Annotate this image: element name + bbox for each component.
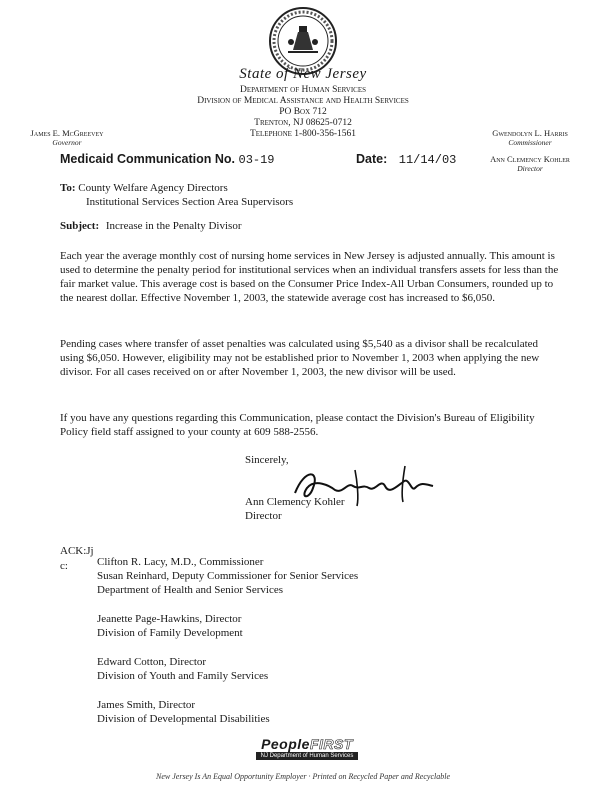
date-value: 11/14/03: [398, 153, 457, 167]
body-paragraph-2: Pending cases where transfer of asset penalties was calculated using $5,540 as a divisor shall be recalculated using $6,050. However, eligibility may not be established prior to November 1, 2003 when applying the new divisor. For all cases received on or after November 1, 2003, the new divisor will be used.: [60, 338, 540, 378]
footer-eoe: New Jersey Is An Equal Opportunity Employer · Printed on Recycled Paper and Recyclable: [156, 772, 450, 781]
communication-label: Medicaid Communication No.: [60, 152, 236, 166]
cc-line: James Smith, Director: [97, 699, 196, 711]
cc-line: Clifton R. Lacy, M.D., Commissioner: [97, 556, 264, 568]
cc-line: Edward Cotton, Director: [97, 656, 207, 668]
body-paragraph-3: If you have any questions regarding this Communication, please contact the Division's Bureau of Eligibility Policy field staff assigned to your county at 609 588-2556.: [60, 412, 535, 438]
director-name: Ann Clemency Kohler: [490, 154, 570, 164]
cc-group-4: [97, 698, 270, 726]
ack-initials: ACK:Jj: [60, 545, 94, 557]
communication-number: 03-19: [238, 153, 275, 167]
subject-text: Increase in the Penalty Divisor: [105, 220, 242, 232]
cc-line: Division of Youth and Family Services: [97, 670, 269, 682]
cc-line: Division of Developmental Disabilities: [97, 713, 270, 725]
commissioner-title: Commissioner: [508, 138, 552, 147]
po-box: PO Box 712: [279, 107, 327, 117]
recipients: [60, 181, 293, 209]
director-block: [470, 154, 590, 173]
logo-people: People: [261, 736, 310, 752]
cc-group-2: [97, 612, 243, 640]
division-name: Division of Medical Assistance and Health Services: [197, 96, 409, 106]
date-label: Date:: [356, 152, 388, 166]
closing: Sincerely,: [245, 454, 289, 466]
signer-name: Ann Clemency Kohler: [245, 496, 345, 508]
commissioner-block: [470, 128, 590, 147]
recipient-line-2: Institutional Services Section Area Supervisors: [86, 196, 294, 208]
people-first-logo: [256, 737, 358, 763]
handwritten-signature: [285, 458, 445, 513]
signer-title: Director: [245, 510, 282, 522]
cc-line: Division of Family Development: [97, 627, 243, 639]
governor-block: [12, 128, 122, 147]
recipient-line-1: County Welfare Agency Directors: [78, 182, 228, 194]
governor-title: Governor: [52, 138, 82, 147]
cc-line: Department of Health and Senior Services: [97, 584, 284, 596]
governor-name: James E. McGreevey: [30, 128, 104, 138]
subject-label: Subject:: [60, 220, 100, 232]
subject-line: [60, 220, 242, 232]
cc-line: Susan Reinhard, Deputy Commissioner for Senior Services: [97, 570, 359, 582]
department-name: Department of Human Services: [239, 85, 366, 95]
cc-line: Jeanette Page-Hawkins, Director: [97, 613, 242, 625]
telephone: Telephone 1-800-356-1561: [249, 129, 357, 139]
logo-tagline: NJ Department of Human Services: [256, 752, 358, 760]
cc-group-3: [97, 655, 268, 683]
city-zip: Trenton, NJ 08625-0712: [254, 118, 352, 128]
logo-first: FIRST: [309, 736, 353, 752]
body-paragraph-1: Each year the average monthly cost of nursing home services in New Jersey is adjusted annually. This amount is used to determine the penalty period for institutional services when an individual transfers assets for less than the fair market value. This average cost is based on the Consumer Price Index-All Urban Consumers, rounded up to the nearest dollar. Effective November 1, 2003, the statewide average cost has increased to $6,050.: [60, 250, 559, 304]
communication-number-line: [60, 152, 275, 167]
cc-label: c:: [60, 560, 68, 572]
to-label: To:: [60, 182, 76, 194]
director-title: Director: [517, 164, 543, 173]
commissioner-name: Gwendolyn L. Harris: [492, 128, 568, 138]
date-line: [356, 152, 456, 167]
state-title: State of New Jersey: [239, 66, 367, 82]
cc-group-1: [97, 555, 358, 597]
